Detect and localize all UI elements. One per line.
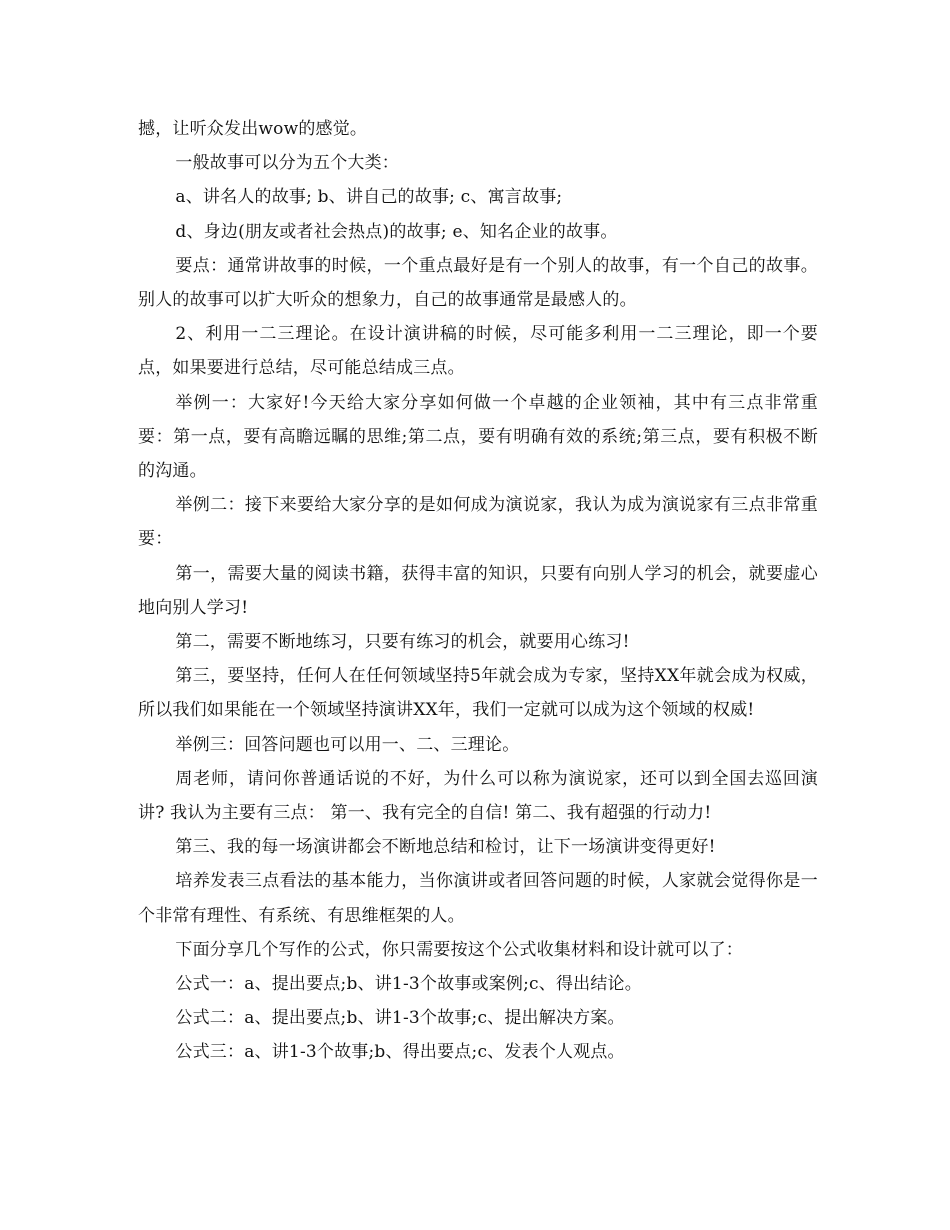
paragraph-13: 周老师，请问你普通话说的不好，为什么可以称为演说家，还可以到全国去巡回演讲? 我认为主要有三点： 第一、我有完全的自信! 第二、我有超强的行动力! [138, 768, 818, 824]
paragraph-2: 一般故事可以分为五个大类： [175, 153, 399, 174]
paragraph-4: d、身边(朋友或者社会热点)的故事; e、知名企业的故事。 [175, 221, 618, 242]
paragraph-3: a、讲名人的故事; b、讲自己的故事; c、寓言故事; [175, 187, 563, 208]
paragraph-15: 培养发表三点看法的基本能力，当你演讲或者回答问题的时候，人家就会觉得你是一个非常有理性、有系统、有思维框架的人。 [138, 871, 818, 926]
paragraph-9: 第一，需要大量的阅读书籍，获得丰富的知识，只要有向别人学习的机会，就要虚心地向别人学习! [138, 563, 818, 618]
paragraph-10: 第二，需要不断地练习，只要有练习的机会，就要用心练习! [175, 632, 630, 653]
paragraph-17: 公式一：a、提出要点;b、讲1-3个故事或案例;c、得出结论。 [175, 974, 642, 995]
paragraph-19: 公式三：a、讲1-3个故事;b、得出要点;c、发表个人观点。 [175, 1042, 625, 1063]
paragraph-18: 公式二：a、提出要点;b、讲1-3个故事;c、提出解决方案。 [175, 1008, 625, 1029]
paragraph-16: 下面分享几个写作的公式，你只需要按这个公式收集材料和设计就可以了： [175, 939, 743, 960]
paragraph-6: 2、利用一二三理论。在设计演讲稿的时候，尽可能多利用一二三理论，即一个要点，如果要进行总结，尽可能总结成三点。 [138, 324, 818, 379]
paragraph-7: 举例一：大家好!今天给大家分享如何做一个卓越的企业领袖，其中有三点非常重要：第一点，要有高瞻远瞩的思维;第二点，要有明确有效的系统;第三点，要有积极不断的沟通。 [138, 392, 818, 482]
paragraph-5: 要点：通常讲故事的时候，一个重点最好是有一个别人的故事，有一个自己的故事。别人的故事可以扩大听众的想象力，自己的故事通常是最感人的。 [138, 255, 818, 311]
paragraph-11: 第三，要坚持，任何人在任何领域坚持5年就会成为专家，坚持XX年就会成为权威，所以我们如果能在一个领域坚持演讲XX年，我们一定就可以成为这个领域的权威! [138, 666, 818, 721]
paragraph-14: 第三、我的每一场演讲都会不断地总结和检讨，让下一场演讲变得更好! [175, 837, 716, 858]
document-page [138, 112, 818, 1070]
paragraph-1: 撼，让听众发出wow的感觉。 [138, 119, 368, 139]
paragraph-8: 举例二：接下来要给大家分享的是如何成为演说家，我认为成为演说家有三点非常重要： [138, 495, 818, 550]
paragraph-12: 举例三：回答问题也可以用一、二、三理论。 [175, 734, 520, 755]
